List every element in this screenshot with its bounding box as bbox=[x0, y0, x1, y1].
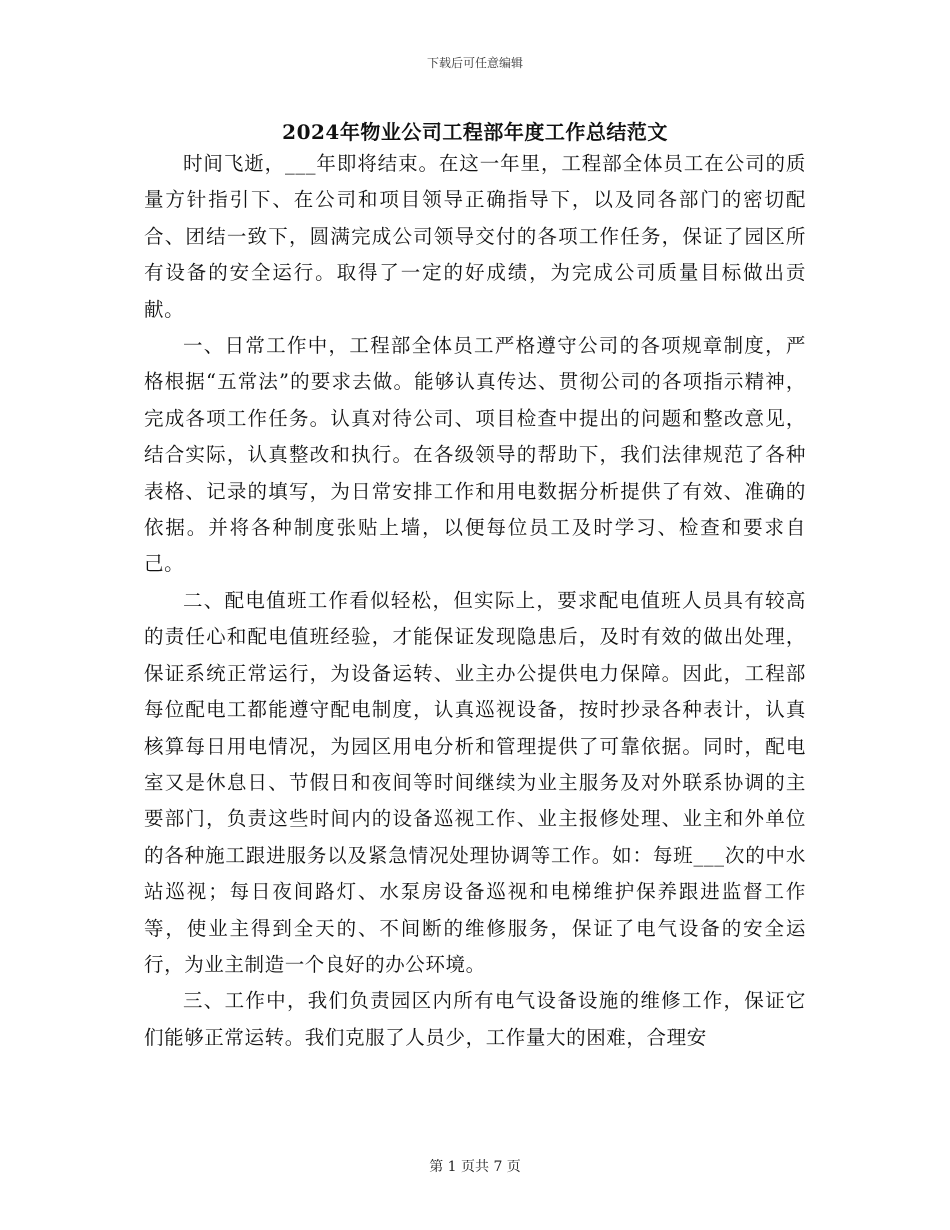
document-title: 2024年物业公司工程部年度工作总结范文 bbox=[282, 120, 668, 144]
document-body bbox=[144, 146, 806, 1056]
paragraph-maintenance: 三、工作中，我们负责园区内所有电气设备设施的维修工作，保证它们能够正常运转。我们克服了人员少，工作量大的困难，合理安 bbox=[144, 989, 806, 1049]
paragraph-power-duty: 二、配电值班工作看似轻松，但实际上，要求配电值班人员具有较高的责任心和配电值班经验，才能保证发现隐患后，及时有效的做出处理，保证系统正常运行，为设备运转、业主办公提供电力保障。因此，工程部每位配电工都能遵守配电制度，认真巡视设备，按时抄录各种表计，认真核算每日用电情况，为园区用电分析和管理提供了可靠依据。同时，配电室又是休息日、节假日和夜间等时间继续为业主服务及对外联系协调的主要部门，负责这些时间内的设备巡视工作、业主报修处理、业主和外单位的各种施工跟进服务以及紧急情况处理协调等工作。如：每班___次的中水站巡视；每日夜间路灯、水泵房设备巡视和电梯维护保养跟进监督工作等，使业主得到全天的、不间断的维修服务，保证了电气设备的安全运行，为业主制造一个良好的办公环境。 bbox=[144, 588, 806, 976]
header-note: 下载后可任意编辑 bbox=[426, 56, 523, 70]
paragraph-daily-work: 一、日常工作中，工程部全体员工严格遵守公司的各项规章制度，严格根据“五常法”的要求去做。能够认真传达、贯彻公司的各项指示精神，完成各项工作任务。认真对待公司、项目检查中提出的问题和整改意见，结合实际，认真整改和执行。在各级领导的帮助下，我们法律规范了各种表格、记录的填写，为日常安排工作和用电数据分析提供了有效、准确的依据。并将各种制度张贴上墙，以便每位员工及时学习、检查和要求自己。 bbox=[144, 334, 806, 576]
page-footer: 第 1 页共 7 页 bbox=[429, 1159, 521, 1175]
paragraph-intro: 时间飞逝，___年即将结束。在这一年里，工程部全体员工在公司的质量方针指引下、在公司和项目领导正确指导下，以及同各部门的密切配合、团结一致下，圆满完成公司领导交付的各项工作任务，保证了园区所有设备的安全运行。取得了一定的好成绩，为完成公司质量目标做出贡献。 bbox=[144, 152, 806, 321]
